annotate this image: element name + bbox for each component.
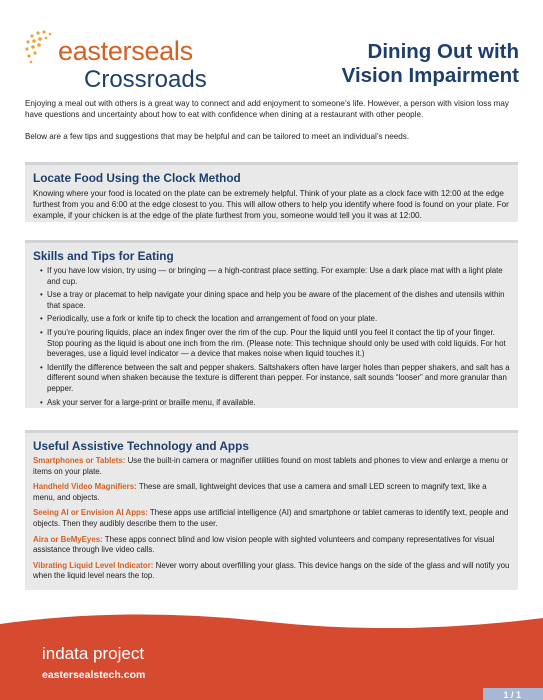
section-assistive-tech — [25, 430, 518, 590]
tool-name: Seeing AI or Envision AI Apps: — [33, 508, 148, 518]
tool-item — [33, 535, 510, 556]
tool-item — [33, 561, 510, 582]
tip-item: • If you’re pouring liquids, place an index finger over the rim of the cup. Pour the liquid until you feel it contact the tip of your finger. Stop pouring as the liquid is about one inch from the rim. (Please note: This technique should only be used with cold liquids. For hot beverages, use a liquid level indicator — a device that makes noise when liquid touches it.) — [47, 328, 510, 360]
tip-item: • Use a tray or placemat to help navigate your dining space and help you be aware of the placement of the dishes and utensils within that space. — [47, 290, 510, 311]
tip-item: • Periodically, use a fork or knife tip to check the location and arrangement of food on your plate. — [47, 314, 510, 325]
tip-item: • Identify the difference between the salt and pepper shakers. Saltshakers often have larger holes than pepper shakers, and salt has a different sound when shaken because the texture is different than pepper. For instance, salt sounds “looser” and more granular than pepper. — [47, 363, 510, 395]
tips-list — [33, 266, 510, 408]
tool-desc: These apps use artificial intelligence (AI) and smartphone or tablet cameras to identify text, people and objects. Then they audibly describe them to the user. — [33, 508, 509, 528]
tool-name: Aira or BeMyEyes: — [33, 534, 103, 544]
tool-desc: Never worry about overfilling your glass. This device hangs on the side of the glass and will notify you when the liquid level nears the top. — [33, 560, 510, 581]
tool-name: Smartphones or Tablets: — [33, 456, 126, 465]
tool-name: Handheld Video Magnifiers: — [33, 482, 137, 492]
section-heading-assistive-tech: Useful Assistive Technology and Apps — [33, 439, 249, 453]
intro-paragraph-2: Below are a few tips and suggestions that may be helpful and can be tailored to meet an individual’s needs. — [25, 132, 410, 142]
logo-text-easterseals: easterseals — [58, 36, 193, 66]
tool-item — [33, 482, 510, 503]
title-line-2: Vision Impairment — [341, 64, 519, 87]
section-body-clock-method: Knowing where your food is located on the plate can be extremely helpful. Think of your plate as a clock face with 12:00 at the edge furthest from you and 6:00 at the edge closest to you. This will allow others to help you identify where food is found on your plate. For example, if your chicken is at the edge of the plate furthest from you, someone would tell you it was at 12:00. — [33, 189, 509, 220]
page-title — [342, 40, 519, 88]
section-heading-clock-method: Locate Food Using the Clock Method — [33, 171, 241, 185]
tip-item: • If you have low vision, try using — or bringing — a high-contrast place setting. For example: Use a dark place mat with a light plate and cup. — [47, 266, 510, 287]
logo-text-crossroads: Crossroads — [84, 66, 207, 93]
easterseals-logo — [24, 30, 224, 93]
tool-name: Vibrating Liquid Level Indicator: — [33, 560, 154, 570]
title-line-1: Dining Out with — [367, 40, 519, 63]
tool-desc: Use the built-in camera or magnifier utilities found on most tablets and phones to view and enlarge a menu or items on your plate. — [33, 456, 509, 476]
page-number: 1 / 1 — [503, 690, 521, 700]
footer-website-link[interactable]: eastersealstech.com — [42, 669, 146, 681]
footer-brand: indata project — [42, 644, 145, 663]
intro-text — [25, 98, 520, 154]
tool-item — [33, 508, 510, 529]
section-skills-tips — [25, 240, 518, 408]
intro-paragraph-1: Enjoying a meal out with others is a great way to connect and add enjoyment to someone’s life. However, a person with vision loss may have questions and uncertainty about how to eat with confidence when dining at a restaurant with other people. — [25, 99, 509, 120]
tool-desc: These apps connect blind and low vision people with sighted volunteers and company representatives for visual assistance through live video calls. — [33, 534, 495, 555]
tip-item: • Ask your server for a large-print or braille menu, if available. — [47, 398, 510, 409]
tool-item — [33, 456, 510, 477]
section-heading-skills-tips: Skills and Tips for Eating — [33, 249, 174, 263]
section-clock-method — [25, 162, 518, 222]
footer — [0, 628, 543, 700]
tool-desc: These are small, lightweight devices that use a camera and small LED screen to magnify text, like a menu, and objects. — [33, 482, 487, 502]
